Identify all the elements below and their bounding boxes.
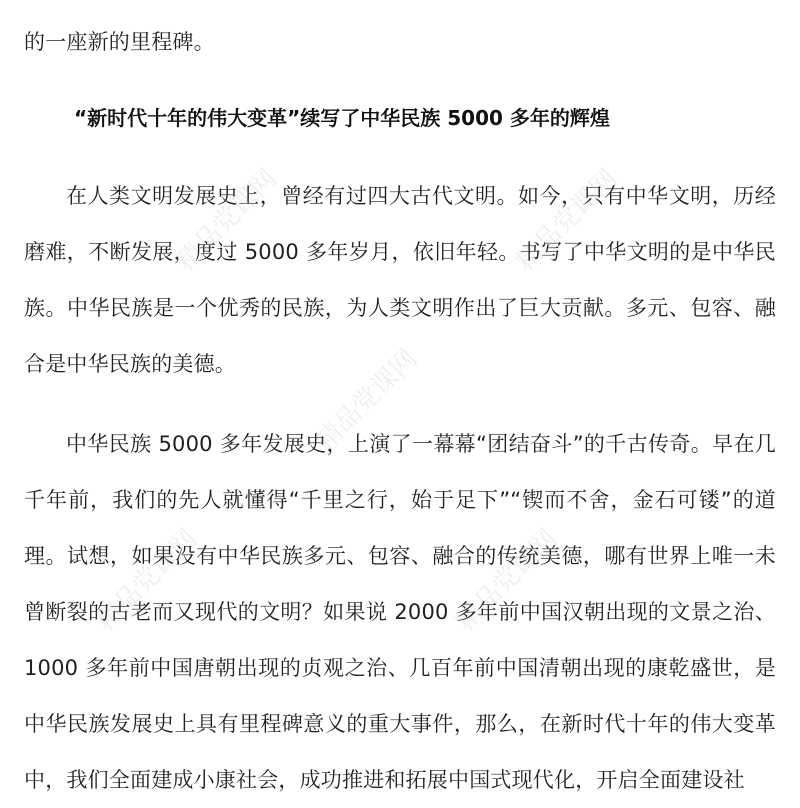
section-heading: “新时代十年的伟大变革”续写了中华民族 5000 多年的辉煌 (74, 106, 610, 130)
watermark-text: 精品党课网 (170, 163, 284, 277)
watermark-text: 精品党课网 (90, 523, 204, 637)
watermark-text: 精品党课网 (510, 163, 624, 277)
watermark-text: 精品党课网 (450, 523, 564, 637)
watermark-text: 精品党课网 (310, 343, 424, 457)
lead-fragment: 的一座新的里程碑。 (24, 30, 215, 54)
paragraph-1: 在人类文明发展史上，曾经有过四大古代文明。如今，只有中华文明，历经磨难，不断发展，度过 5000 多年岁月，依旧年轻。书写了中华文明的是中华民族。中华民族是一个优秀的民族，为人类文明作出了巨大贡献。多元、包容、融合是中华民族的美德。 (24, 184, 776, 376)
paragraph-2: 中华民族 5000 多年发展史，上演了一幕幕“团结奋斗”的千古传奇。早在几千年前，我们的先人就懂得“千里之行，始于足下”“锲而不舍，金石可镂”的道理。试想，如果没有中华民族多元、包容、融合的传统美德，哪有世界上唯一未曾断裂的古老而又现代的文明？如果说 2000 多年前中国汉朝出现的文景之治、1000 多年前中国唐朝出现的贞观之治、几百年前中国清朝出现的康乾盛世，是中华民族发展史上具有里程碑意义的重大事件，那么，在新时代十年的伟大变革中，我们全面建成小康社会，成功推进和拓展中国式现代化，开启全面建设社 (24, 432, 776, 792)
